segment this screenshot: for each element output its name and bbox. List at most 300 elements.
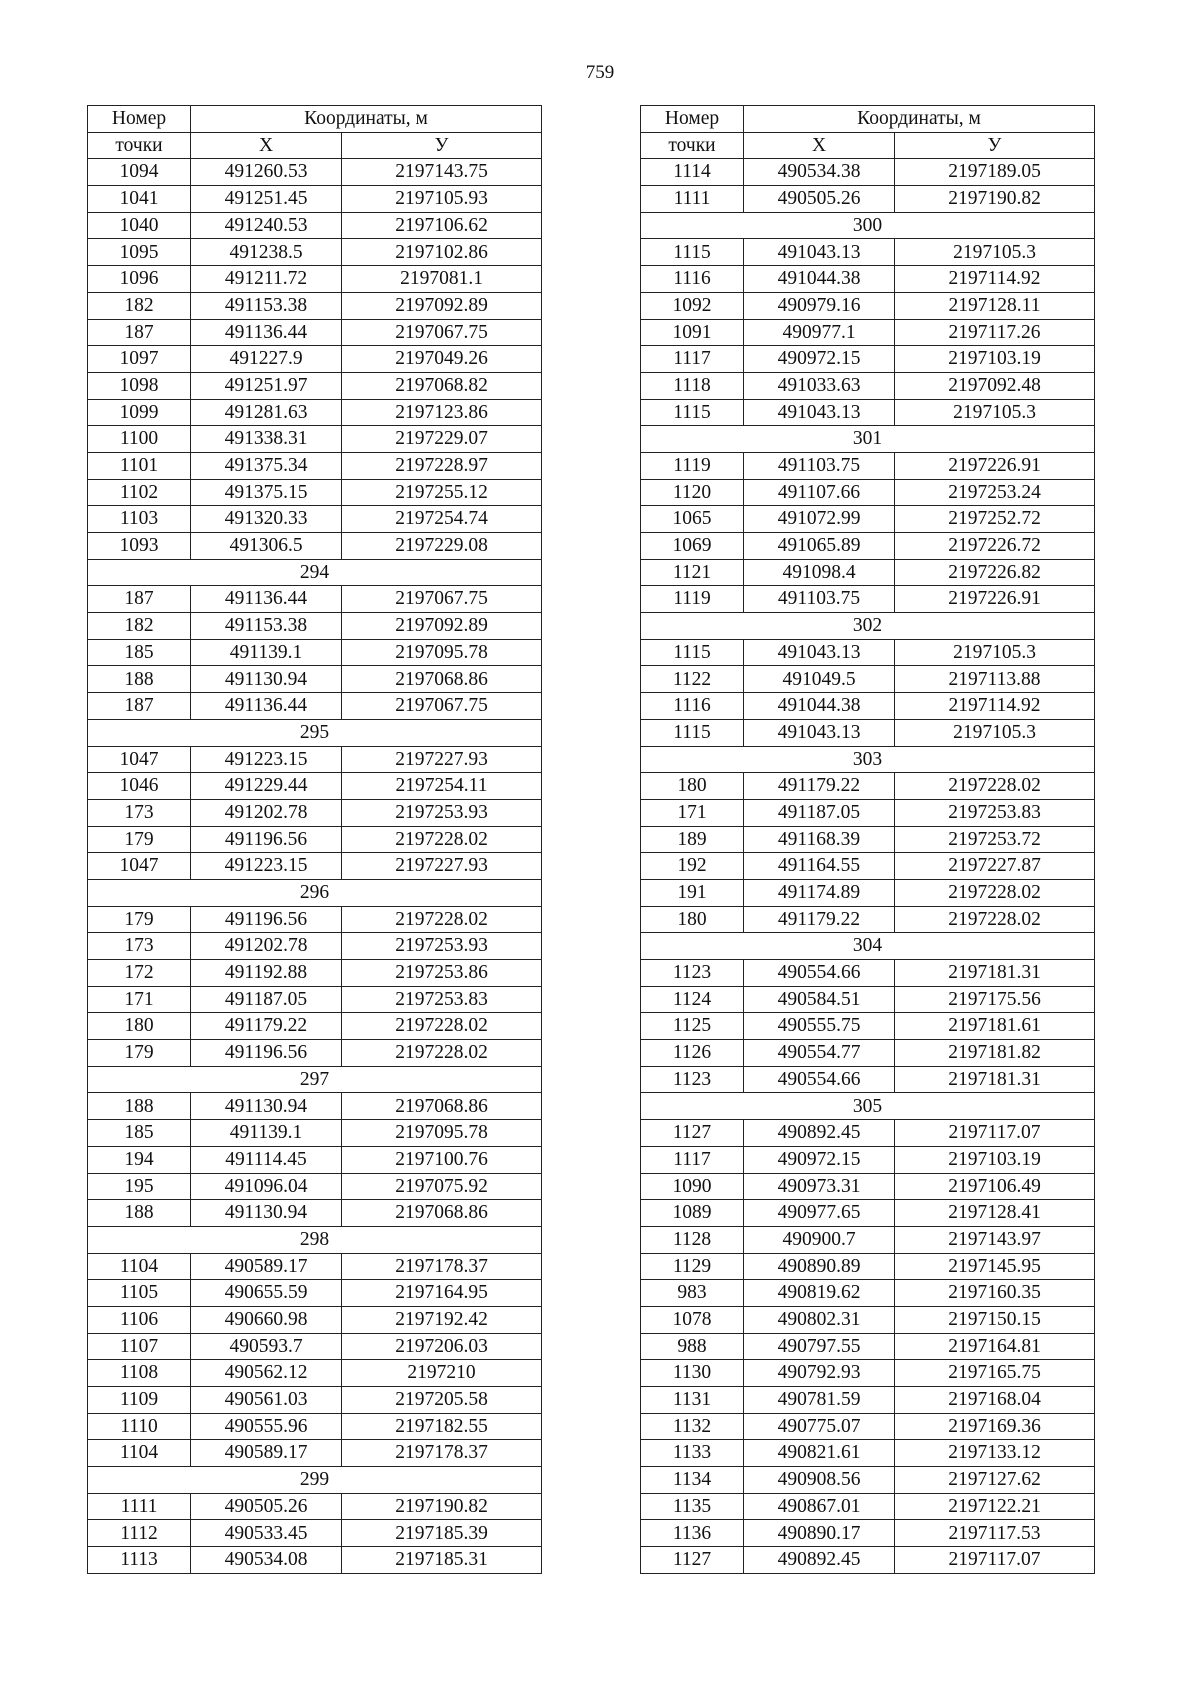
coordinates-table-left bbox=[87, 105, 542, 1574]
y-coordinate-cell: 2197049.26 bbox=[342, 346, 542, 373]
point-number-cell: 1092 bbox=[641, 292, 744, 319]
point-number-cell: 1127 bbox=[641, 1547, 744, 1574]
x-coordinate-cell: 490908.56 bbox=[744, 1467, 895, 1494]
y-coordinate-cell: 2197117.26 bbox=[895, 319, 1095, 346]
table-row bbox=[641, 799, 1095, 826]
table-row bbox=[641, 452, 1095, 479]
header-x: Х bbox=[744, 132, 895, 159]
x-coordinate-cell: 491103.75 bbox=[744, 586, 895, 613]
x-coordinate-cell: 491281.63 bbox=[191, 399, 342, 426]
x-coordinate-cell: 491320.33 bbox=[191, 506, 342, 533]
table-row bbox=[641, 1520, 1095, 1547]
header-point-number: Номер bbox=[641, 106, 744, 133]
point-number-cell: 1098 bbox=[88, 372, 191, 399]
x-coordinate-cell: 491223.15 bbox=[191, 853, 342, 880]
x-coordinate-cell: 491202.78 bbox=[191, 799, 342, 826]
x-coordinate-cell: 491196.56 bbox=[191, 906, 342, 933]
section-number: 302 bbox=[641, 613, 1095, 640]
table-row bbox=[88, 1253, 542, 1280]
y-coordinate-cell: 2197103.19 bbox=[895, 1146, 1095, 1173]
x-coordinate-cell: 490972.15 bbox=[744, 346, 895, 373]
x-coordinate-cell: 491139.1 bbox=[191, 1120, 342, 1147]
table-row bbox=[88, 1520, 542, 1547]
x-coordinate-cell: 491196.56 bbox=[191, 1040, 342, 1067]
y-coordinate-cell: 2197228.02 bbox=[342, 1013, 542, 1040]
table-row bbox=[641, 666, 1095, 693]
table-row bbox=[641, 1226, 1095, 1253]
table-row bbox=[88, 746, 542, 773]
x-coordinate-cell: 490562.12 bbox=[191, 1360, 342, 1387]
x-coordinate-cell: 491114.45 bbox=[191, 1146, 342, 1173]
table-row bbox=[88, 1333, 542, 1360]
x-coordinate-cell: 491153.38 bbox=[191, 292, 342, 319]
table-row bbox=[88, 319, 542, 346]
y-coordinate-cell: 2197185.39 bbox=[342, 1520, 542, 1547]
section-number: 303 bbox=[641, 746, 1095, 773]
point-number-cell: 983 bbox=[641, 1280, 744, 1307]
x-coordinate-cell: 491251.97 bbox=[191, 372, 342, 399]
point-number-cell: 182 bbox=[88, 613, 191, 640]
y-coordinate-cell: 2197067.75 bbox=[342, 319, 542, 346]
x-coordinate-cell: 491096.04 bbox=[191, 1173, 342, 1200]
table-row bbox=[641, 1013, 1095, 1040]
table-row bbox=[88, 159, 542, 186]
table-row bbox=[88, 986, 542, 1013]
x-coordinate-cell: 490977.65 bbox=[744, 1200, 895, 1227]
y-coordinate-cell: 2197210 bbox=[342, 1360, 542, 1387]
point-number-cell: 1111 bbox=[641, 186, 744, 213]
y-coordinate-cell: 2197253.72 bbox=[895, 826, 1095, 853]
table-row bbox=[88, 1547, 542, 1574]
section-row bbox=[88, 719, 542, 746]
point-number-cell: 1112 bbox=[88, 1520, 191, 1547]
y-coordinate-cell: 2197117.07 bbox=[895, 1120, 1095, 1147]
x-coordinate-cell: 491179.22 bbox=[744, 773, 895, 800]
table-row bbox=[641, 906, 1095, 933]
y-coordinate-cell: 2197175.56 bbox=[895, 986, 1095, 1013]
table-row bbox=[641, 826, 1095, 853]
point-number-cell: 182 bbox=[88, 292, 191, 319]
x-coordinate-cell: 491043.13 bbox=[744, 239, 895, 266]
x-coordinate-cell: 490900.7 bbox=[744, 1226, 895, 1253]
table-row bbox=[88, 639, 542, 666]
table-row bbox=[88, 799, 542, 826]
x-coordinate-cell: 491306.5 bbox=[191, 533, 342, 560]
x-coordinate-cell: 490555.96 bbox=[191, 1413, 342, 1440]
section-number: 298 bbox=[88, 1226, 542, 1253]
table-row bbox=[641, 1547, 1095, 1574]
section-number: 299 bbox=[88, 1467, 542, 1494]
y-coordinate-cell: 2197075.92 bbox=[342, 1173, 542, 1200]
y-coordinate-cell: 2197103.19 bbox=[895, 346, 1095, 373]
table-row bbox=[88, 1173, 542, 1200]
point-number-cell: 1047 bbox=[88, 746, 191, 773]
point-number-cell: 1097 bbox=[88, 346, 191, 373]
section-number: 295 bbox=[88, 719, 542, 746]
x-coordinate-cell: 490819.62 bbox=[744, 1280, 895, 1307]
x-coordinate-cell: 491033.63 bbox=[744, 372, 895, 399]
y-coordinate-cell: 2197228.02 bbox=[895, 879, 1095, 906]
y-coordinate-cell: 2197253.93 bbox=[342, 933, 542, 960]
x-coordinate-cell: 491130.94 bbox=[191, 666, 342, 693]
y-coordinate-cell: 2197095.78 bbox=[342, 639, 542, 666]
point-number-cell: 1100 bbox=[88, 426, 191, 453]
y-coordinate-cell: 2197133.12 bbox=[895, 1440, 1095, 1467]
section-row bbox=[88, 879, 542, 906]
y-coordinate-cell: 2197190.82 bbox=[342, 1493, 542, 1520]
table-row bbox=[88, 666, 542, 693]
point-number-cell: 1133 bbox=[641, 1440, 744, 1467]
point-number-cell: 1101 bbox=[88, 452, 191, 479]
point-number-cell: 1107 bbox=[88, 1333, 191, 1360]
y-coordinate-cell: 2197228.02 bbox=[895, 906, 1095, 933]
x-coordinate-cell: 491136.44 bbox=[191, 693, 342, 720]
point-number-cell: 179 bbox=[88, 826, 191, 853]
x-coordinate-cell: 491044.38 bbox=[744, 693, 895, 720]
table-row bbox=[641, 639, 1095, 666]
table-row bbox=[88, 933, 542, 960]
point-number-cell: 1094 bbox=[88, 159, 191, 186]
table-row bbox=[641, 1467, 1095, 1494]
table-row bbox=[641, 479, 1095, 506]
y-coordinate-cell: 2197227.93 bbox=[342, 853, 542, 880]
x-coordinate-cell: 491043.13 bbox=[744, 719, 895, 746]
point-number-cell: 1124 bbox=[641, 986, 744, 1013]
table-row bbox=[88, 586, 542, 613]
section-row bbox=[641, 426, 1095, 453]
x-coordinate-cell: 490890.17 bbox=[744, 1520, 895, 1547]
x-coordinate-cell: 490781.59 bbox=[744, 1387, 895, 1414]
x-coordinate-cell: 491227.9 bbox=[191, 346, 342, 373]
table-row bbox=[88, 186, 542, 213]
table-row bbox=[88, 426, 542, 453]
y-coordinate-cell: 2197123.86 bbox=[342, 399, 542, 426]
table-row bbox=[88, 452, 542, 479]
point-number-cell: 1116 bbox=[641, 693, 744, 720]
x-coordinate-cell: 490792.93 bbox=[744, 1360, 895, 1387]
y-coordinate-cell: 2197253.24 bbox=[895, 479, 1095, 506]
header-y: У bbox=[895, 132, 1095, 159]
y-coordinate-cell: 2197105.3 bbox=[895, 719, 1095, 746]
table-row bbox=[641, 1306, 1095, 1333]
page-number: 759 bbox=[585, 62, 615, 83]
y-coordinate-cell: 2197228.02 bbox=[895, 773, 1095, 800]
y-coordinate-cell: 2197128.41 bbox=[895, 1200, 1095, 1227]
y-coordinate-cell: 2197206.03 bbox=[342, 1333, 542, 1360]
table-row bbox=[641, 239, 1095, 266]
point-number-cell: 1116 bbox=[641, 266, 744, 293]
y-coordinate-cell: 2197254.74 bbox=[342, 506, 542, 533]
table-row bbox=[641, 586, 1095, 613]
y-coordinate-cell: 2197227.87 bbox=[895, 853, 1095, 880]
x-coordinate-cell: 491044.38 bbox=[744, 266, 895, 293]
y-coordinate-cell: 2197067.75 bbox=[342, 693, 542, 720]
table-row bbox=[88, 266, 542, 293]
section-row bbox=[641, 933, 1095, 960]
point-number-cell: 191 bbox=[641, 879, 744, 906]
y-coordinate-cell: 2197253.93 bbox=[342, 799, 542, 826]
point-number-cell: 173 bbox=[88, 933, 191, 960]
y-coordinate-cell: 2197068.82 bbox=[342, 372, 542, 399]
point-number-cell: 1119 bbox=[641, 586, 744, 613]
y-coordinate-cell: 2197145.95 bbox=[895, 1253, 1095, 1280]
table-row bbox=[641, 853, 1095, 880]
table-row bbox=[88, 372, 542, 399]
x-coordinate-cell: 491164.55 bbox=[744, 853, 895, 880]
x-coordinate-cell: 491211.72 bbox=[191, 266, 342, 293]
x-coordinate-cell: 491229.44 bbox=[191, 773, 342, 800]
point-number-cell: 1105 bbox=[88, 1280, 191, 1307]
y-coordinate-cell: 2197106.62 bbox=[342, 212, 542, 239]
table-row bbox=[641, 1413, 1095, 1440]
y-coordinate-cell: 2197128.11 bbox=[895, 292, 1095, 319]
table-row bbox=[88, 479, 542, 506]
y-coordinate-cell: 2197143.75 bbox=[342, 159, 542, 186]
y-coordinate-cell: 2197127.62 bbox=[895, 1467, 1095, 1494]
y-coordinate-cell: 2197226.91 bbox=[895, 586, 1095, 613]
y-coordinate-cell: 2197143.97 bbox=[895, 1226, 1095, 1253]
table-body bbox=[641, 159, 1095, 1573]
point-number-cell: 1123 bbox=[641, 1066, 744, 1093]
point-number-cell: 1135 bbox=[641, 1493, 744, 1520]
point-number-cell: 172 bbox=[88, 960, 191, 987]
y-coordinate-cell: 2197226.82 bbox=[895, 559, 1095, 586]
point-number-cell: 988 bbox=[641, 1333, 744, 1360]
y-coordinate-cell: 2197181.31 bbox=[895, 960, 1095, 987]
table-row bbox=[88, 1146, 542, 1173]
table-row bbox=[88, 1200, 542, 1227]
point-number-cell: 1047 bbox=[88, 853, 191, 880]
section-number: 305 bbox=[641, 1093, 1095, 1120]
y-coordinate-cell: 2197181.31 bbox=[895, 1066, 1095, 1093]
x-coordinate-cell: 491130.94 bbox=[191, 1093, 342, 1120]
x-coordinate-cell: 490802.31 bbox=[744, 1306, 895, 1333]
point-number-cell: 180 bbox=[641, 773, 744, 800]
y-coordinate-cell: 2197169.36 bbox=[895, 1413, 1095, 1440]
y-coordinate-cell: 2197100.76 bbox=[342, 1146, 542, 1173]
point-number-cell: 187 bbox=[88, 586, 191, 613]
y-coordinate-cell: 2197228.02 bbox=[342, 1040, 542, 1067]
y-coordinate-cell: 2197229.08 bbox=[342, 533, 542, 560]
x-coordinate-cell: 490892.45 bbox=[744, 1547, 895, 1574]
y-coordinate-cell: 2197181.82 bbox=[895, 1040, 1095, 1067]
section-row bbox=[641, 212, 1095, 239]
x-coordinate-cell: 491196.56 bbox=[191, 826, 342, 853]
section-row bbox=[88, 1066, 542, 1093]
y-coordinate-cell: 2197105.3 bbox=[895, 239, 1095, 266]
header-x: Х bbox=[191, 132, 342, 159]
point-number-cell: 187 bbox=[88, 693, 191, 720]
table-row bbox=[641, 1253, 1095, 1280]
y-coordinate-cell: 2197122.21 bbox=[895, 1493, 1095, 1520]
y-coordinate-cell: 2197102.86 bbox=[342, 239, 542, 266]
point-number-cell: 1122 bbox=[641, 666, 744, 693]
point-number-cell: 1123 bbox=[641, 960, 744, 987]
table-row bbox=[88, 1093, 542, 1120]
table-row bbox=[641, 266, 1095, 293]
x-coordinate-cell: 491168.39 bbox=[744, 826, 895, 853]
y-coordinate-cell: 2197067.75 bbox=[342, 586, 542, 613]
x-coordinate-cell: 490890.89 bbox=[744, 1253, 895, 1280]
y-coordinate-cell: 2197150.15 bbox=[895, 1306, 1095, 1333]
point-number-cell: 1128 bbox=[641, 1226, 744, 1253]
y-coordinate-cell: 2197095.78 bbox=[342, 1120, 542, 1147]
point-number-cell: 1117 bbox=[641, 1146, 744, 1173]
point-number-cell: 1115 bbox=[641, 239, 744, 266]
table-row bbox=[88, 906, 542, 933]
point-number-cell: 1117 bbox=[641, 346, 744, 373]
x-coordinate-cell: 490979.16 bbox=[744, 292, 895, 319]
x-coordinate-cell: 491130.94 bbox=[191, 1200, 342, 1227]
point-number-cell: 1078 bbox=[641, 1306, 744, 1333]
section-row bbox=[641, 1093, 1095, 1120]
y-coordinate-cell: 2197178.37 bbox=[342, 1253, 542, 1280]
y-coordinate-cell: 2197092.89 bbox=[342, 613, 542, 640]
point-number-cell: 1106 bbox=[88, 1306, 191, 1333]
table-row bbox=[641, 1280, 1095, 1307]
table-row bbox=[88, 1493, 542, 1520]
x-coordinate-cell: 491375.15 bbox=[191, 479, 342, 506]
y-coordinate-cell: 2197165.75 bbox=[895, 1360, 1095, 1387]
point-number-cell: 195 bbox=[88, 1173, 191, 1200]
x-coordinate-cell: 491153.38 bbox=[191, 613, 342, 640]
x-coordinate-cell: 490505.26 bbox=[744, 186, 895, 213]
y-coordinate-cell: 2197252.72 bbox=[895, 506, 1095, 533]
point-number-cell: 1102 bbox=[88, 479, 191, 506]
table-row bbox=[641, 533, 1095, 560]
header-coordinates: Координаты, м bbox=[744, 106, 1095, 133]
table-row bbox=[88, 292, 542, 319]
x-coordinate-cell: 491251.45 bbox=[191, 186, 342, 213]
table-row bbox=[641, 1040, 1095, 1067]
x-coordinate-cell: 490655.59 bbox=[191, 1280, 342, 1307]
table-row bbox=[641, 1066, 1095, 1093]
header-point-number: Номер bbox=[88, 106, 191, 133]
point-number-cell: 1115 bbox=[641, 639, 744, 666]
x-coordinate-cell: 491187.05 bbox=[191, 986, 342, 1013]
x-coordinate-cell: 490554.66 bbox=[744, 960, 895, 987]
x-coordinate-cell: 491187.05 bbox=[744, 799, 895, 826]
point-number-cell: 1126 bbox=[641, 1040, 744, 1067]
table-row bbox=[641, 1360, 1095, 1387]
table-row bbox=[641, 773, 1095, 800]
section-number: 296 bbox=[88, 879, 542, 906]
x-coordinate-cell: 491223.15 bbox=[191, 746, 342, 773]
x-coordinate-cell: 490561.03 bbox=[191, 1387, 342, 1414]
point-number-cell: 1089 bbox=[641, 1200, 744, 1227]
y-coordinate-cell: 2197228.02 bbox=[342, 826, 542, 853]
x-coordinate-cell: 490973.31 bbox=[744, 1173, 895, 1200]
x-coordinate-cell: 490589.17 bbox=[191, 1440, 342, 1467]
point-number-cell: 1121 bbox=[641, 559, 744, 586]
point-number-cell: 1104 bbox=[88, 1253, 191, 1280]
x-coordinate-cell: 490972.15 bbox=[744, 1146, 895, 1173]
point-number-cell: 188 bbox=[88, 1200, 191, 1227]
y-coordinate-cell: 2197254.11 bbox=[342, 773, 542, 800]
x-coordinate-cell: 491065.89 bbox=[744, 533, 895, 560]
x-coordinate-cell: 491179.22 bbox=[744, 906, 895, 933]
table-row bbox=[641, 372, 1095, 399]
point-number-cell: 187 bbox=[88, 319, 191, 346]
y-coordinate-cell: 2197205.58 bbox=[342, 1387, 542, 1414]
x-coordinate-cell: 491375.34 bbox=[191, 452, 342, 479]
x-coordinate-cell: 490589.17 bbox=[191, 1253, 342, 1280]
y-coordinate-cell: 2197114.92 bbox=[895, 693, 1095, 720]
y-coordinate-cell: 2197113.88 bbox=[895, 666, 1095, 693]
y-coordinate-cell: 2197117.07 bbox=[895, 1547, 1095, 1574]
point-number-cell: 1110 bbox=[88, 1413, 191, 1440]
point-number-cell: 179 bbox=[88, 1040, 191, 1067]
x-coordinate-cell: 490775.07 bbox=[744, 1413, 895, 1440]
table-row bbox=[88, 1013, 542, 1040]
y-coordinate-cell: 2197114.92 bbox=[895, 266, 1095, 293]
point-number-cell: 1069 bbox=[641, 533, 744, 560]
table-row bbox=[641, 1440, 1095, 1467]
table-row bbox=[641, 292, 1095, 319]
x-coordinate-cell: 490892.45 bbox=[744, 1120, 895, 1147]
y-coordinate-cell: 2197181.61 bbox=[895, 1013, 1095, 1040]
x-coordinate-cell: 491072.99 bbox=[744, 506, 895, 533]
point-number-cell: 1115 bbox=[641, 719, 744, 746]
table-row bbox=[88, 346, 542, 373]
table-row bbox=[88, 1120, 542, 1147]
table-row bbox=[641, 1120, 1095, 1147]
table-row bbox=[88, 239, 542, 266]
point-number-cell: 1115 bbox=[641, 399, 744, 426]
point-number-cell: 1109 bbox=[88, 1387, 191, 1414]
y-coordinate-cell: 2197178.37 bbox=[342, 1440, 542, 1467]
table-row bbox=[641, 879, 1095, 906]
y-coordinate-cell: 2197253.83 bbox=[342, 986, 542, 1013]
point-number-cell: 173 bbox=[88, 799, 191, 826]
y-coordinate-cell: 2197068.86 bbox=[342, 1093, 542, 1120]
x-coordinate-cell: 491043.13 bbox=[744, 639, 895, 666]
y-coordinate-cell: 2197253.86 bbox=[342, 960, 542, 987]
table-row bbox=[88, 853, 542, 880]
section-row bbox=[641, 613, 1095, 640]
point-number-cell: 1118 bbox=[641, 372, 744, 399]
y-coordinate-cell: 2197227.93 bbox=[342, 746, 542, 773]
section-row bbox=[88, 1226, 542, 1253]
point-number-cell: 1119 bbox=[641, 452, 744, 479]
x-coordinate-cell: 490867.01 bbox=[744, 1493, 895, 1520]
table-row bbox=[641, 159, 1095, 186]
x-coordinate-cell: 490821.61 bbox=[744, 1440, 895, 1467]
table-row bbox=[641, 986, 1095, 1013]
x-coordinate-cell: 491202.78 bbox=[191, 933, 342, 960]
table-row bbox=[641, 1333, 1095, 1360]
point-number-cell: 1096 bbox=[88, 266, 191, 293]
table-row bbox=[641, 960, 1095, 987]
coordinates-table-right bbox=[640, 105, 1095, 1574]
x-coordinate-cell: 491338.31 bbox=[191, 426, 342, 453]
point-number-cell: 1113 bbox=[88, 1547, 191, 1574]
point-number-cell: 1093 bbox=[88, 533, 191, 560]
x-coordinate-cell: 491139.1 bbox=[191, 639, 342, 666]
table-row bbox=[88, 399, 542, 426]
point-number-cell: 1136 bbox=[641, 1520, 744, 1547]
table-row bbox=[641, 719, 1095, 746]
point-number-cell: 185 bbox=[88, 1120, 191, 1147]
point-number-cell: 1046 bbox=[88, 773, 191, 800]
table-row bbox=[88, 826, 542, 853]
table-row bbox=[88, 533, 542, 560]
table-row bbox=[88, 1413, 542, 1440]
point-number-cell: 1131 bbox=[641, 1387, 744, 1414]
section-row bbox=[88, 1467, 542, 1494]
table-row bbox=[88, 506, 542, 533]
header-point-number-sub: точки bbox=[88, 132, 191, 159]
